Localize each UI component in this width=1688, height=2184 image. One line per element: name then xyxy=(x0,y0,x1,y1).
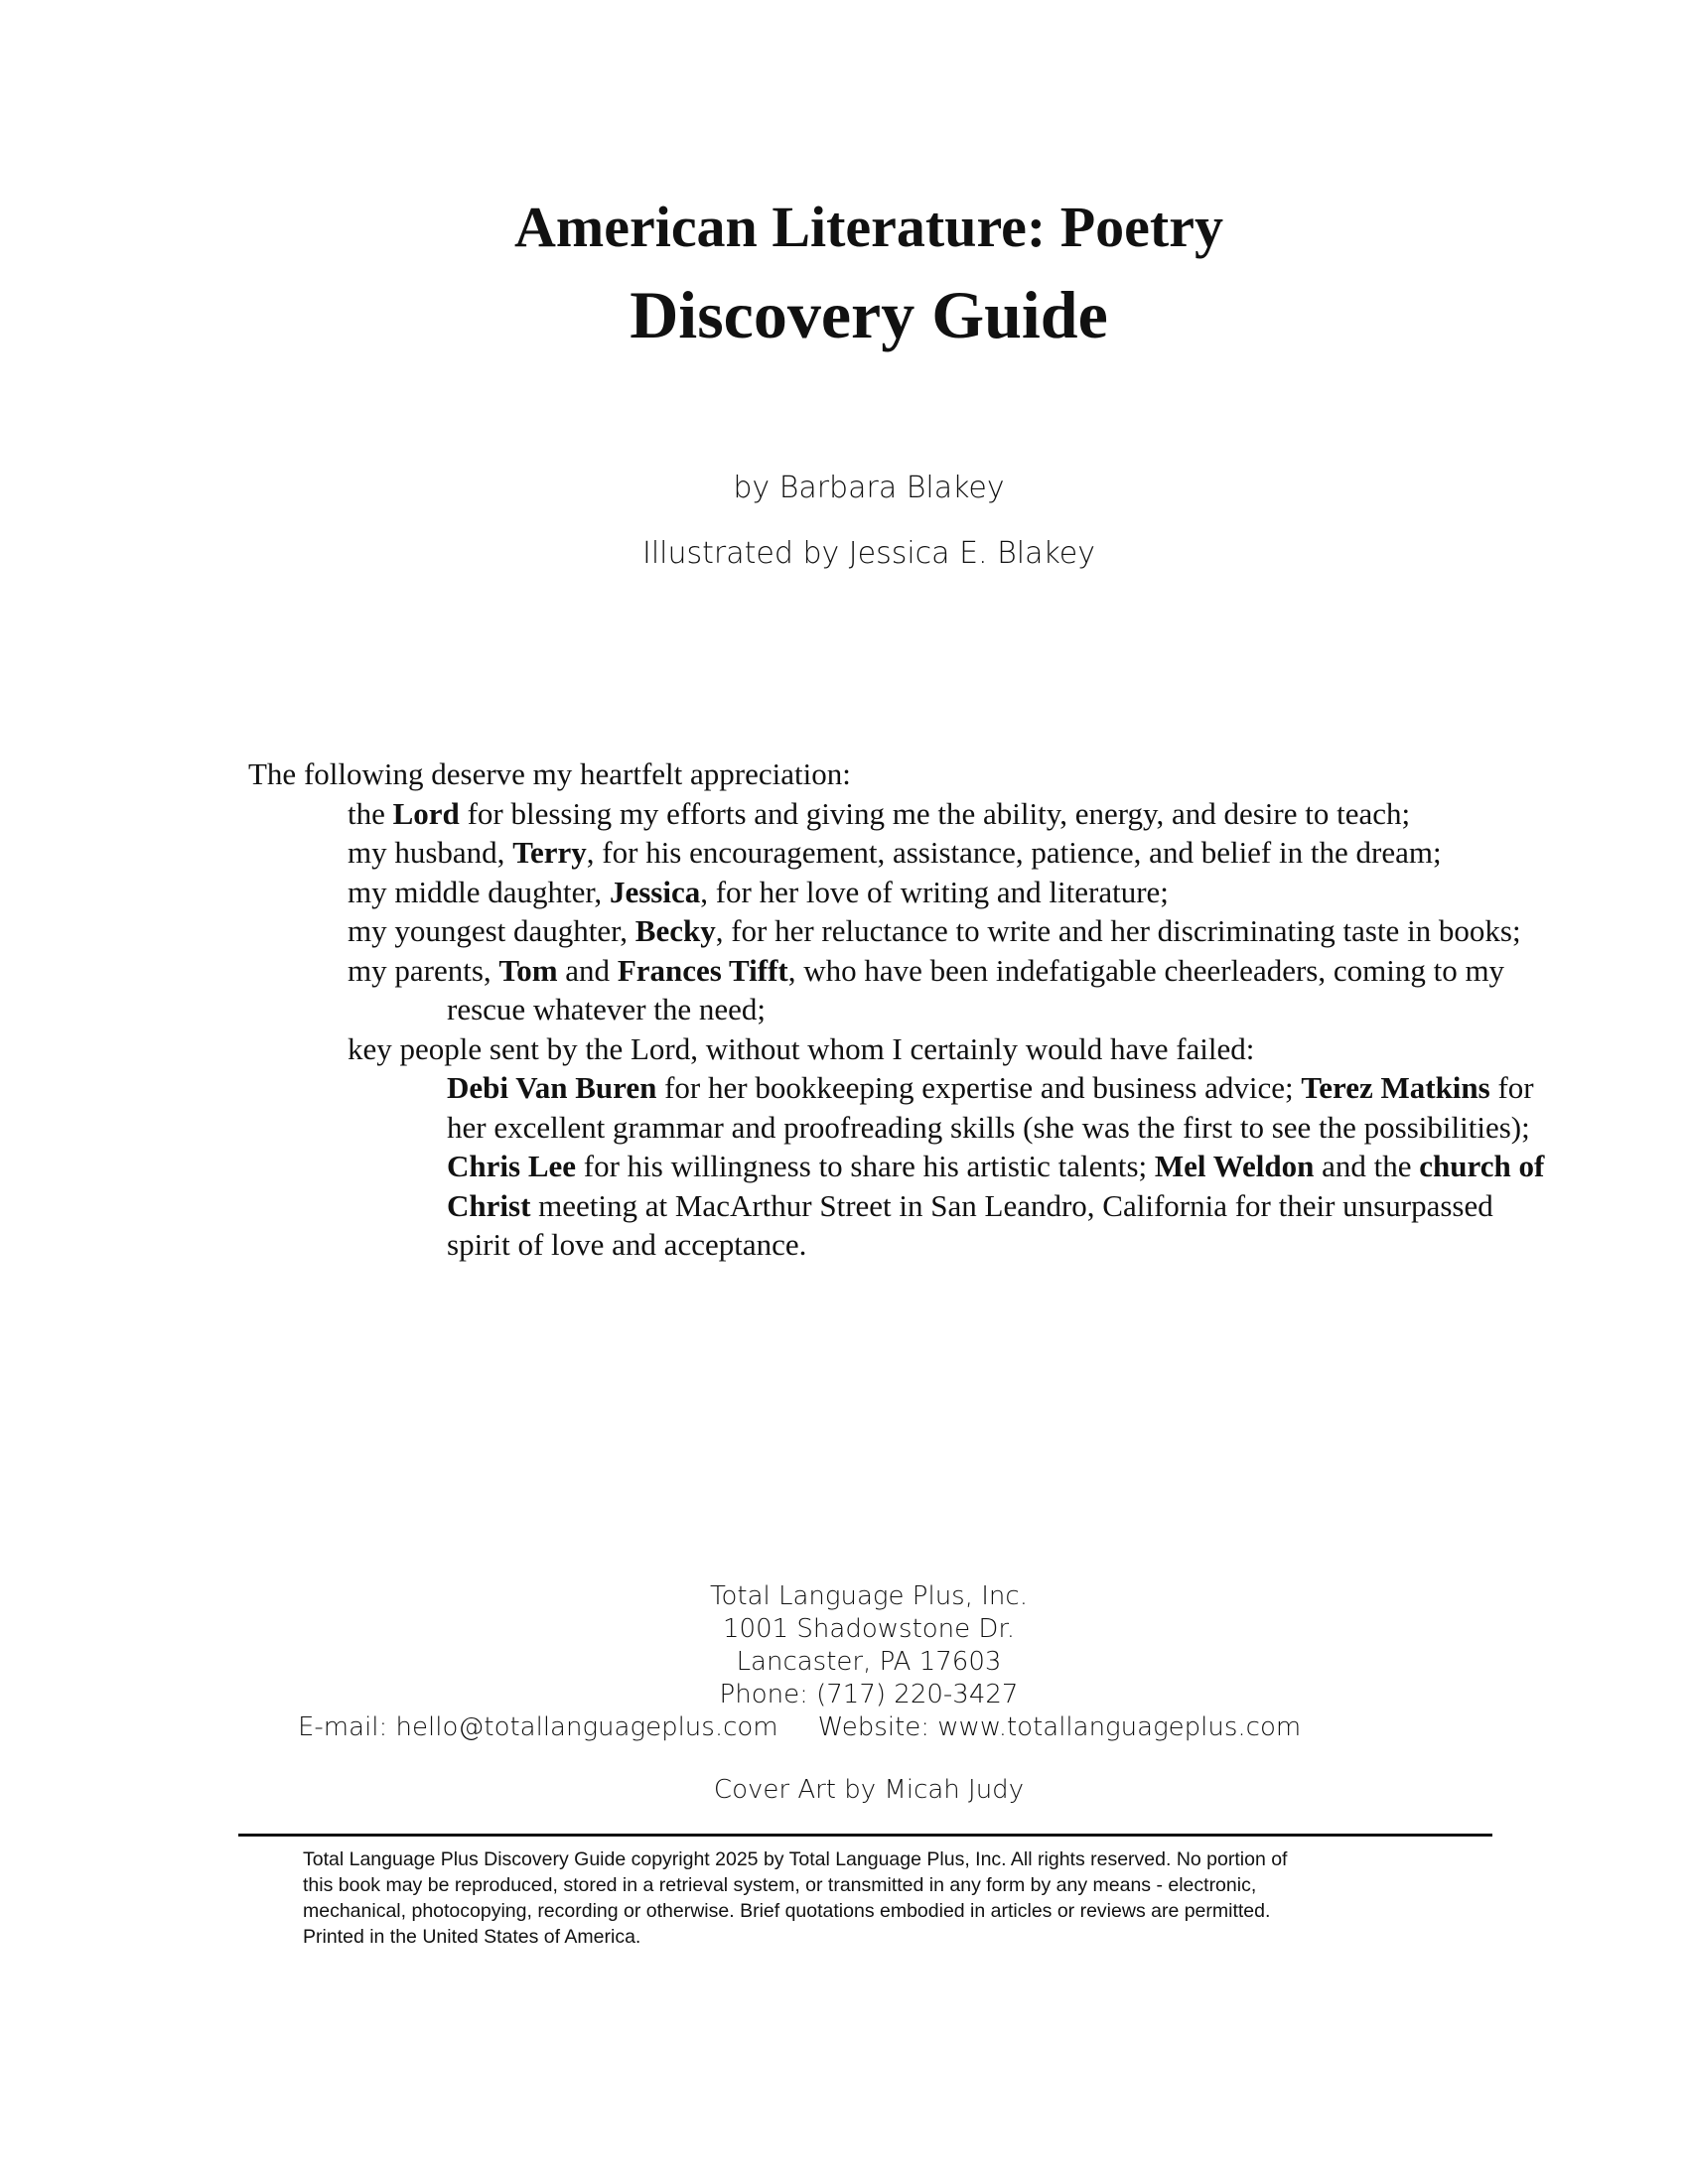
cover-art-credit: Cover Art by Micah Judy xyxy=(713,1775,1025,1805)
publisher-name: Total Language Plus, Inc. xyxy=(710,1581,1028,1611)
publisher-street: 1001 Shadowstone Dr. xyxy=(723,1614,1015,1644)
publisher-website: Website: www.totallanguageplus.com xyxy=(817,1712,1302,1742)
book-subtitle: Discovery Guide xyxy=(630,277,1108,352)
acknowledgment-item: the Lord for blessing my efforts and giving me the ability, energy, and desire to teach; xyxy=(348,795,1411,831)
illustrator-credit: Illustrated by Jessica E. Blakey xyxy=(642,536,1095,571)
acknowledgment-item: my youngest daughter, Becky, for her reluctance to write and her discriminating taste in books; xyxy=(348,913,1521,948)
divider xyxy=(238,1834,1492,1837)
acknowledgment-key-people: Debi Van Buren for her bookkeeping expertise and business advice; Terez Matkins for her excellent grammar and proofreading skills (she was the first to see the possibilities); Chris Lee for his willingness to share his artistic talents; Mel Weldon and the church of Christ meeting at MacArthur Street in San Leandro, California for their unsurpassed spirit of love and acceptance. xyxy=(447,1070,1545,1262)
publisher-email: E-mail: hello@totallanguageplus.com xyxy=(298,1712,778,1742)
acknowledgment-item: my parents, Tom and Frances Tifft, who have been indefatigable cheerleaders, coming to my rescue whatever the need; xyxy=(348,952,1505,1026)
publisher-contact xyxy=(0,1580,1688,1711)
acknowledgment-item: key people sent by the Lord, without whom I certainly would have failed: xyxy=(348,1030,1255,1066)
acknowledgments xyxy=(248,754,1559,1265)
acknowledgments-intro: The following deserve my heartfelt appreciation: xyxy=(248,756,851,791)
acknowledgment-item: my middle daughter, Jessica, for her love of writing and literature; xyxy=(348,874,1169,909)
author-byline: by Barbara Blakey xyxy=(733,471,1005,505)
copyright-notice: Total Language Plus Discovery Guide copyright 2025 by Total Language Plus, Inc. All rights reserved. No portion of this book may be reproduced, stored in a retrieval system, or transmitted in any form by any means - electronic, mechanical, photocopying, recording or otherwise. Brief quotations embodied in articles or reviews are permitted. Printed in the United States of America. xyxy=(303,1848,1288,1948)
publisher-city: Lancaster, PA 17603 xyxy=(736,1647,1002,1677)
email-website-row xyxy=(298,1712,1489,1742)
publisher-phone: Phone: (717) 220-3427 xyxy=(719,1680,1019,1709)
acknowledgment-item: my husband, Terry, for his encouragement, assistance, patience, and belief in the dream; xyxy=(348,835,1442,870)
book-title: American Literature: Poetry xyxy=(514,195,1223,259)
